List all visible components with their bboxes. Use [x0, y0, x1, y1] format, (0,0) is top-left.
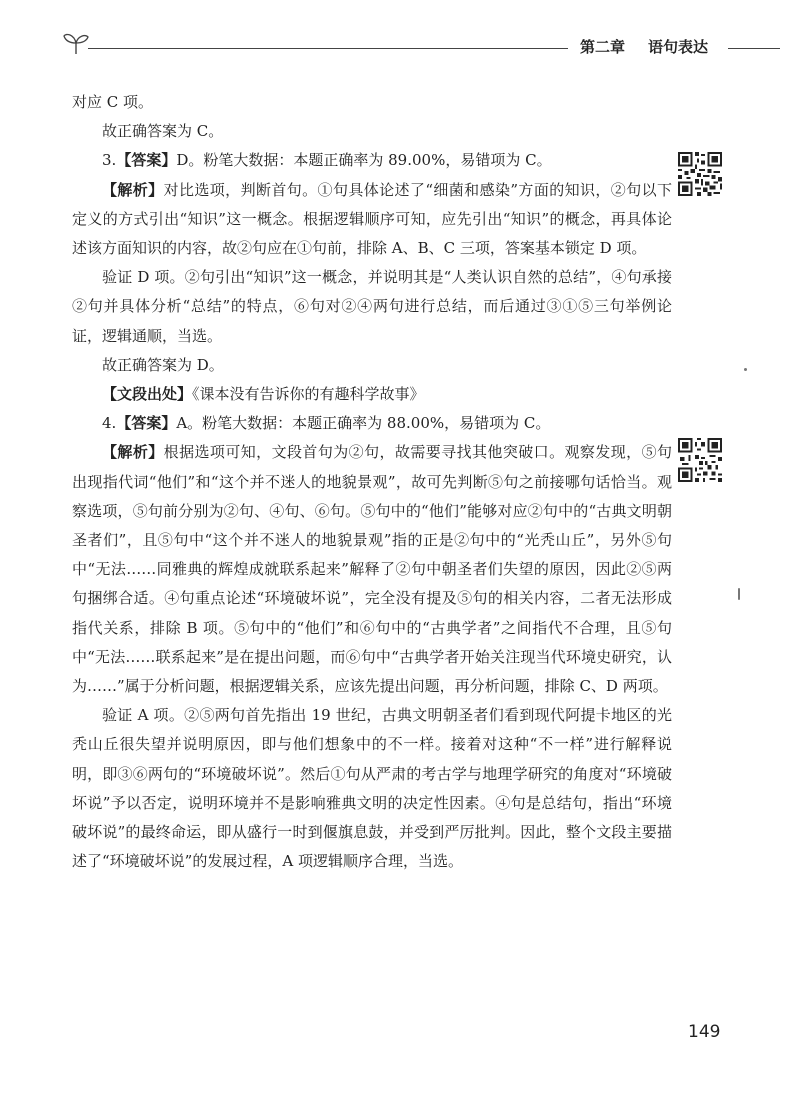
header-section-title: 语句表达 — [648, 38, 709, 56]
sprout-icon — [60, 30, 92, 56]
main-content — [72, 88, 672, 876]
question-number: 3. — [102, 151, 117, 170]
answer-text: D。粉笔大数据：本题正确率为 89.00%，易错项为 C。 — [176, 151, 552, 170]
scan-speck — [738, 588, 740, 600]
qr-code-icon — [678, 152, 722, 196]
question-number: 4. — [102, 414, 117, 433]
source-text: 《课本没有告诉你的有趣科学故事》 — [192, 385, 425, 404]
paragraph: 对应 C 项。 — [72, 93, 154, 111]
paragraph: 故正确答案为 C。 — [102, 122, 224, 141]
page-header — [60, 30, 780, 60]
page-number: 149 — [688, 1022, 721, 1042]
answer-text: A。粉笔大数据：本题正确率为 88.00%，易错项为 C。 — [176, 414, 551, 433]
analysis-text: 对比选项，判断首句。①句具体论述了“细菌和感染”方面的知识，②句以下定义的方式引出“知识”这一概念。根据逻辑顺序可知，应先引出“知识”的概念，再具体论述该方面知识的内容，故②句应在①句前，排除 A、B、C 三项，答案基本锁定 D 项。 — [72, 180, 672, 258]
source-label: 【文段出处】 — [102, 385, 193, 404]
question-3-source — [72, 380, 672, 409]
question-3-conclusion: 故正确答案为 D。 — [102, 355, 224, 374]
question-4-analysis — [72, 438, 672, 701]
answer-label: 【答案】 — [116, 151, 177, 170]
question-3-verify: 验证 D 项。②句引出“知识”这一概念，并说明其是“人类认识自然的总结”，④句承接②句并具体分析“总结”的特点，⑥句对②④两句进行总结，而后通过③①⑤三句举例论证，逻辑通顺，当选。 — [72, 268, 672, 345]
analysis-text: 根据选项可知，文段首句为②句，故需要寻找其他突破口。观察发现，⑤句出现指代词“他们”和“这个并不迷人的地貌景观”，故可先判断⑤句之前接哪句话恰当。观察选项，⑤句前分别为②句、④句、⑥句。⑤句中的“他们”能够对应②句中的“古典文明朝圣者们”，且⑤句中“这个并不迷人的地貌景观”指的正是②句中的“光秃山丘”，另外⑤句中“无法……同雅典的辉煌成就联系起来”解释了②句中朝圣者们失望的原因，因此②⑤两句捆绑合适。④句重点论述“环境破坏说”，完全没有提及⑤句的相关内容，二者无法形成指代关系，排除 B 项。⑤句中的“他们”和⑥句中的“古典学者”之间指代不合理，且⑤句中“无法……联系起来”是在提出问题，而⑥句中“古典学者开始关注现当代环境史研究，认为……”属于分析问题，根据逻辑关系，应该先提出问题，再分析问题，排除 C、D 两项。 — [72, 443, 672, 696]
scan-speck — [744, 368, 747, 371]
question-3-answer — [72, 146, 672, 175]
question-4-answer — [72, 409, 672, 438]
question-4-verify: 验证 A 项。②⑤两句首先指出 19 世纪，古典文明朝圣者们看到现代阿提卡地区的光秃山丘很失望并说明原因，即与他们想象中的不一样。接着对这种“不一样”进行解释说明，即③⑥两句的“环境破坏说”。然后①句从严肃的考古学与地理学研究的角度对“环境破坏说”予以否定，说明环境并不是影响雅典文明的决定性因素。④句是总结句，指出“环境破坏说”的最终命运，即从盛行一时到偃旗息鼓，并受到严厉批判。因此，整个文段主要描述了“环境破坏说”的发展过程，A 项逻辑顺序合理，当选。 — [72, 706, 672, 871]
question-3-analysis — [72, 176, 672, 264]
analysis-label: 【解析】 — [102, 443, 164, 462]
analysis-label: 【解析】 — [102, 180, 164, 199]
qr-code-icon — [678, 438, 722, 482]
header-chapter: 第二章 — [580, 38, 626, 56]
header-rule — [728, 48, 780, 49]
header-rule — [88, 48, 568, 49]
answer-label: 【答案】 — [116, 414, 177, 433]
